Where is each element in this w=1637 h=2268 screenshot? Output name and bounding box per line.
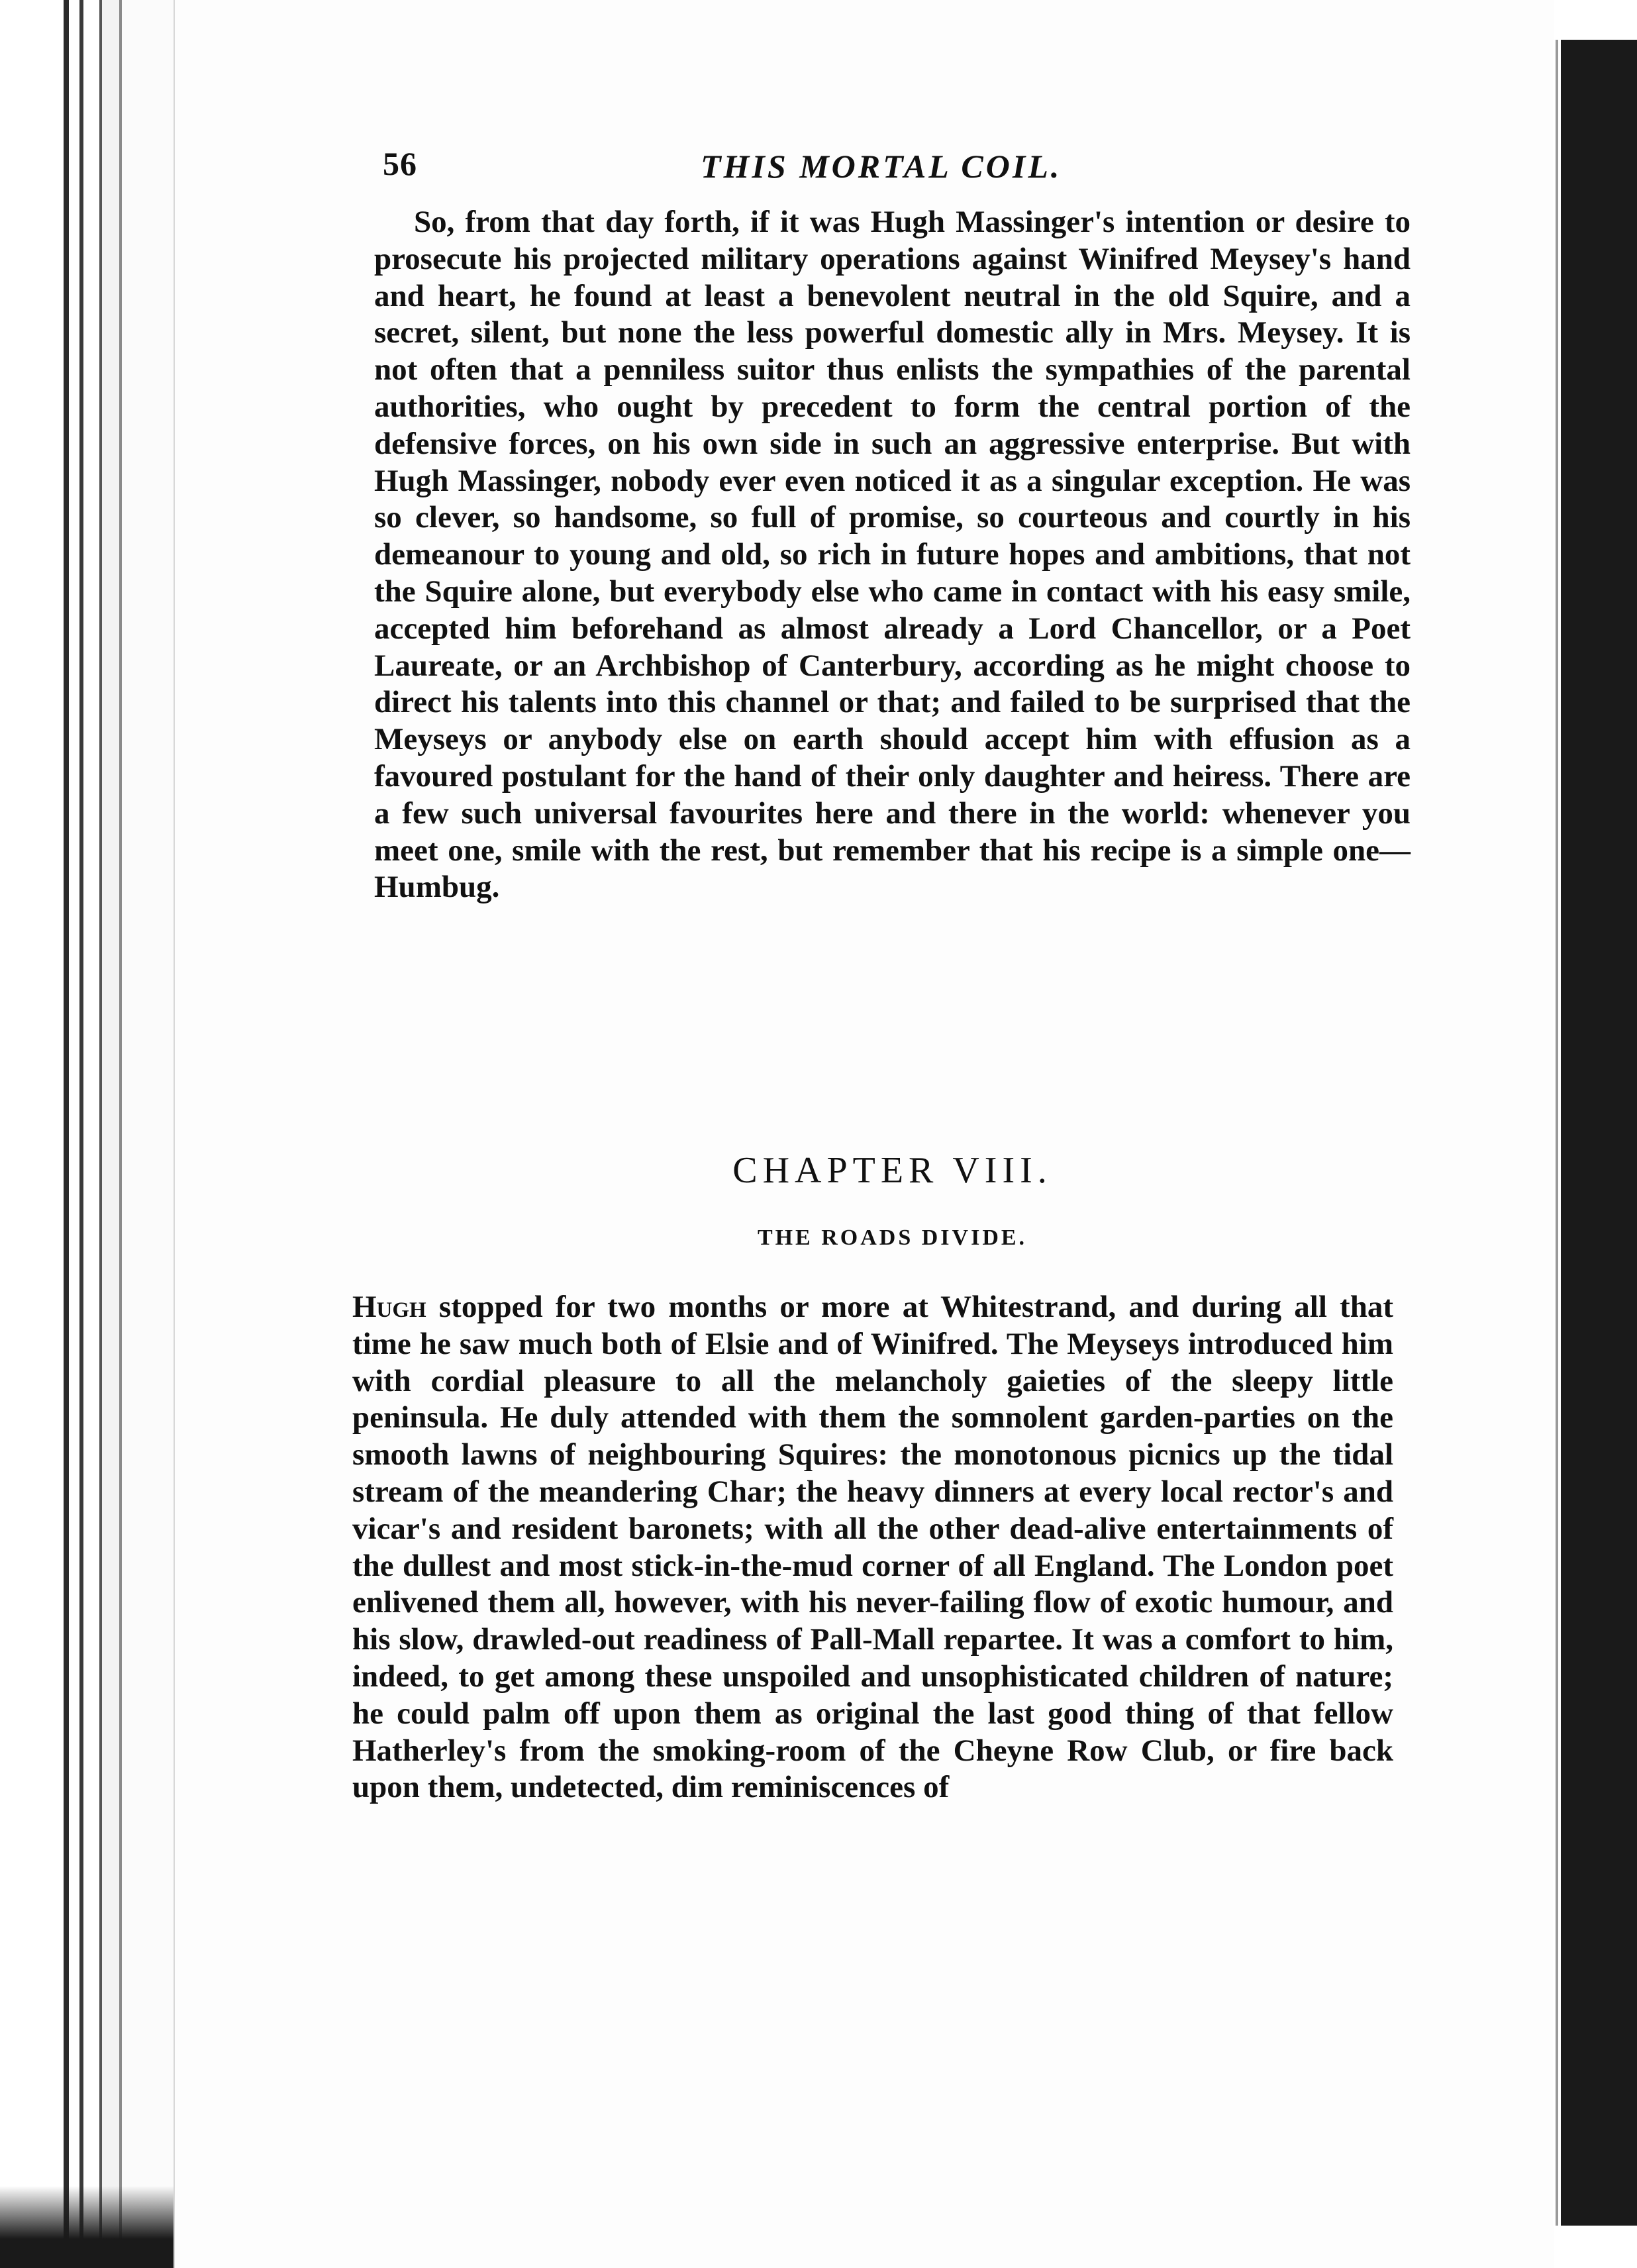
page-number: 56 bbox=[383, 145, 417, 182]
page-header bbox=[383, 144, 1403, 197]
page-edge bbox=[1553, 40, 1637, 2226]
paragraph-2-text: stopped for two months or more at Whitestrand, and during all that time he saw much both of Elsie and of Winifred. The Meyseys introduced him with cordial pleasure to all the melancholy gaieties of the sleepy little peninsula. He duly attended with them the somnolent garden-parties on the smooth lawns of neighbouring Squires: the monotonous picnics up the tidal stream of the meandering Char; the heavy dinners at every local rector's and vicar's and resident baronets; with all the other dead-alive entertainments of the dullest and most stick-in-the-mud corner of all England. The London poet enlivened them all, however, with his never-failing flow of exotic humour, and his slow, drawled-out readiness of Pall-Mall repartee. It was a comfort to him, indeed, to get among these unspoiled and unsophisticated children of nature; he could palm off upon them as original the last good thing of that fellow Hatherley's from the smoking-room of the Cheyne Row Club, or fire back upon them, undetected, dim reminiscences of bbox=[352, 1290, 1393, 1805]
gutter-shadow bbox=[0, 2186, 174, 2268]
chapter-subtitle: THE ROADS DIVIDE. bbox=[757, 1225, 1028, 1250]
book-gutter bbox=[0, 0, 174, 2268]
paragraph-2-lead: Hugh bbox=[352, 1290, 426, 1324]
paragraph-1: So, from that day forth, if it was Hugh Massinger's intention or desire to prosecute his projected military operations against Winifred Meysey's hand and heart, he found at least a benevolent neutral in the old Squire, and a secret, silent, but none the less powerful domestic ally in Mrs. Meysey. It is not often that a penniless suitor thus enlists the sympathies of the parental authorities, who ought by precedent to form the central portion of the defensive forces, on his own side in such an aggressive enterprise. But with Hugh Massinger, nobody ever even noticed it as a singular exception. He was so clever, so handsome, so full of promise, so courteous and courtly in his demeanour to young and old, so rich in future hopes and ambitions, that not the Squire alone, but everybody else who came in contact with his easy smile, accepted him beforehand as almost already a Lord Chancellor, or a Poet Laureate, or an Archbishop of Canterbury, according as he might choose to direct his talents into this channel or that; and failed to be surprised that the Meyseys or anybody else on earth should accept him with effusion as a favoured postulant for the hand of their only daughter and heiress. There are a few such universal favourites here and there in the world: whenever you meet one, smile with the rest, but remember that his recipe is a simple one—Humbug. bbox=[374, 205, 1411, 905]
running-title: THIS MORTAL COIL. bbox=[701, 148, 1062, 185]
chapter-title: CHAPTER VIII. bbox=[732, 1150, 1052, 1191]
paragraph-2 bbox=[352, 1289, 1393, 1806]
